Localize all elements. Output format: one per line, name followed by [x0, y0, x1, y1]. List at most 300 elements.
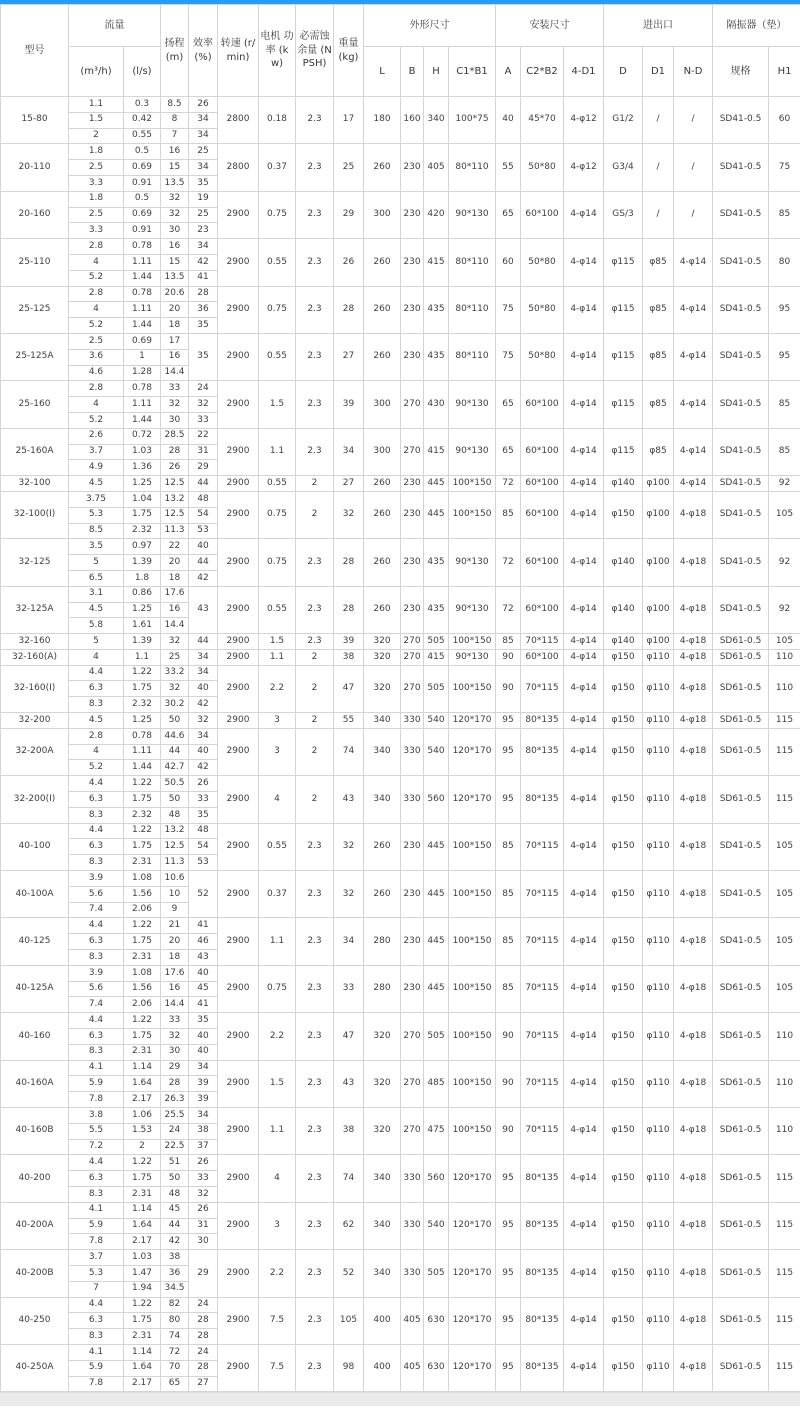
cell-port-d: φ150	[604, 1297, 643, 1344]
cell-efficiency: 19	[189, 191, 218, 207]
cell-flow-m3h: 5.3	[69, 1265, 124, 1281]
cell-model: 20-160	[1, 191, 69, 238]
cell-flow-ls: 2	[124, 1139, 161, 1155]
cell-efficiency: 40	[189, 1029, 218, 1045]
cell-flow-ls: 1.75	[124, 839, 161, 855]
cell-port-nd: 4-φ14	[674, 381, 713, 428]
cell-npsh: 2.3	[296, 97, 334, 144]
cell-model: 40-160	[1, 1013, 69, 1060]
cell-dim-b: 230	[401, 191, 424, 238]
cell-mount-4d1: 4-φ14	[564, 776, 604, 823]
cell-weight: 98	[334, 1344, 364, 1391]
cell-flow-m3h: 2.6	[69, 428, 124, 444]
cell-flow-ls: 1.22	[124, 776, 161, 792]
cell-speed: 2900	[218, 634, 259, 650]
cell-flow-ls: 1.11	[124, 744, 161, 760]
cell-head: 74	[161, 1329, 189, 1345]
cell-efficiency: 52	[189, 871, 218, 918]
cell-isolator-spec: SD41-0.5	[713, 333, 769, 380]
cell-port-d: φ140	[604, 586, 643, 633]
cell-dim-h: 505	[424, 665, 449, 712]
cell-dim-l: 340	[364, 728, 401, 775]
cell-speed: 2900	[218, 191, 259, 238]
cell-dim-b: 330	[401, 776, 424, 823]
cell-flow-ls: 1.14	[124, 1060, 161, 1076]
cell-weight: 26	[334, 239, 364, 286]
cell-dim-h: 445	[424, 476, 449, 492]
cell-port-nd: 4-φ18	[674, 728, 713, 775]
cell-efficiency: 24	[189, 1297, 218, 1313]
cell-flow-m3h: 4.1	[69, 1344, 124, 1360]
cell-mount-a: 85	[496, 823, 521, 870]
cell-dim-c1b1: 100*150	[449, 665, 496, 712]
cell-port-d: φ150	[604, 918, 643, 965]
cell-isolator-spec: SD61-0.5	[713, 1155, 769, 1202]
cell-efficiency: 44	[189, 555, 218, 571]
cell-mount-4d1: 4-φ14	[564, 665, 604, 712]
cell-isolator-spec: SD41-0.5	[713, 491, 769, 538]
cell-port-d1: /	[643, 191, 674, 238]
cell-model: 40-100A	[1, 871, 69, 918]
cell-mount-4d1: 4-φ14	[564, 586, 604, 633]
header-isolator-h1: H1	[769, 47, 800, 97]
cell-dim-l: 320	[364, 1108, 401, 1155]
cell-efficiency: 35	[189, 807, 218, 823]
cell-head: 21	[161, 918, 189, 934]
cell-efficiency: 53	[189, 855, 218, 871]
cell-speed: 2800	[218, 144, 259, 191]
cell-head: 14.4	[161, 997, 189, 1013]
cell-weight: 39	[334, 381, 364, 428]
cell-dim-l: 260	[364, 144, 401, 191]
cell-dim-b: 330	[401, 713, 424, 729]
cell-port-d1: φ110	[643, 1013, 674, 1060]
cell-port-d1: φ110	[643, 728, 674, 775]
cell-model: 40-250	[1, 1297, 69, 1344]
cell-dim-b: 230	[401, 823, 424, 870]
cell-head: 32	[161, 397, 189, 413]
cell-flow-ls: 0.69	[124, 160, 161, 176]
cell-speed: 2900	[218, 1108, 259, 1155]
cell-isolator-spec: SD61-0.5	[713, 1344, 769, 1391]
cell-flow-ls: 1.11	[124, 397, 161, 413]
cell-dim-b: 230	[401, 491, 424, 538]
cell-port-d: GS/3	[604, 191, 643, 238]
cell-dim-l: 180	[364, 97, 401, 144]
cell-dim-h: 630	[424, 1344, 449, 1391]
cell-flow-ls: 2.32	[124, 697, 161, 713]
cell-efficiency: 26	[189, 776, 218, 792]
cell-isolator-spec: SD41-0.5	[713, 918, 769, 965]
cell-dim-l: 340	[364, 713, 401, 729]
cell-dim-b: 230	[401, 476, 424, 492]
cell-isolator-h1: 105	[769, 491, 800, 538]
cell-efficiency: 39	[189, 1076, 218, 1092]
cell-mount-c2b2: 70*115	[521, 823, 564, 870]
cell-isolator-h1: 115	[769, 713, 800, 729]
table-body	[1, 97, 800, 1392]
cell-flow-ls: 0.72	[124, 428, 161, 444]
cell-npsh: 2.3	[296, 1297, 334, 1344]
cell-port-d1: φ110	[643, 1250, 674, 1297]
cell-head: 28	[161, 1076, 189, 1092]
cell-mount-c2b2: 60*100	[521, 476, 564, 492]
cell-flow-ls: 1.8	[124, 570, 161, 586]
cell-mount-c2b2: 60*100	[521, 539, 564, 586]
cell-dim-l: 280	[364, 918, 401, 965]
table-row	[1, 381, 800, 397]
cell-dim-c1b1: 80*110	[449, 239, 496, 286]
cell-mount-4d1: 4-φ14	[564, 1013, 604, 1060]
cell-efficiency: 40	[189, 744, 218, 760]
cell-model: 32-160	[1, 634, 69, 650]
cell-efficiency: 35	[189, 1013, 218, 1029]
cell-port-d1: φ100	[643, 586, 674, 633]
cell-head: 18	[161, 950, 189, 966]
cell-model: 40-160A	[1, 1060, 69, 1107]
cell-port-d: φ150	[604, 1013, 643, 1060]
cell-flow-ls: 2.31	[124, 855, 161, 871]
cell-weight: 43	[334, 776, 364, 823]
cell-speed: 2900	[218, 871, 259, 918]
cell-port-d: φ115	[604, 239, 643, 286]
header-power: 电机 功率 (kw)	[259, 5, 296, 97]
cell-power: 3	[259, 1202, 296, 1249]
cell-mount-4d1: 4-φ14	[564, 871, 604, 918]
cell-mount-a: 95	[496, 1155, 521, 1202]
cell-mount-a: 90	[496, 665, 521, 712]
cell-flow-ls: 1.03	[124, 444, 161, 460]
cell-mount-a: 65	[496, 428, 521, 475]
cell-mount-c2b2: 60*100	[521, 381, 564, 428]
cell-model: 40-160B	[1, 1108, 69, 1155]
cell-dim-c1b1: 100*150	[449, 918, 496, 965]
cell-mount-c2b2: 80*135	[521, 776, 564, 823]
cell-power: 3	[259, 728, 296, 775]
cell-efficiency: 53	[189, 523, 218, 539]
header-isolator-group: 隔振器（垫）	[713, 5, 800, 47]
cell-power: 4	[259, 776, 296, 823]
cell-dim-l: 340	[364, 1202, 401, 1249]
table-row	[1, 871, 800, 887]
cell-head: 42	[161, 1234, 189, 1250]
cell-mount-a: 75	[496, 333, 521, 380]
cell-power: 7.5	[259, 1344, 296, 1391]
cell-npsh: 2.3	[296, 333, 334, 380]
cell-head: 50	[161, 792, 189, 808]
table-row	[1, 586, 800, 602]
cell-dim-c1b1: 80*110	[449, 333, 496, 380]
cell-power: 0.55	[259, 586, 296, 633]
cell-model: 40-200B	[1, 1250, 69, 1297]
cell-mount-c2b2: 60*100	[521, 649, 564, 665]
cell-head: 13.2	[161, 491, 189, 507]
cell-npsh: 2.3	[296, 1344, 334, 1391]
cell-isolator-spec: SD61-0.5	[713, 1108, 769, 1155]
cell-weight: 39	[334, 634, 364, 650]
cell-flow-m3h: 7.8	[69, 1376, 124, 1392]
cell-efficiency: 25	[189, 207, 218, 223]
table-row	[1, 634, 800, 650]
cell-head: 7	[161, 128, 189, 144]
cell-head: 33	[161, 1013, 189, 1029]
cell-port-d1: φ110	[643, 965, 674, 1012]
cell-head: 13.5	[161, 270, 189, 286]
cell-dim-h: 540	[424, 1202, 449, 1249]
cell-flow-ls: 1.64	[124, 1076, 161, 1092]
cell-speed: 2900	[218, 918, 259, 965]
cell-model: 32-200	[1, 713, 69, 729]
cell-head: 30	[161, 1044, 189, 1060]
cell-flow-ls: 1.08	[124, 871, 161, 887]
cell-port-d1: φ110	[643, 1344, 674, 1391]
cell-mount-4d1: 4-φ14	[564, 649, 604, 665]
cell-flow-m3h: 7.8	[69, 1092, 124, 1108]
cell-efficiency: 44	[189, 634, 218, 650]
cell-flow-m3h: 1.8	[69, 144, 124, 160]
cell-dim-c1b1: 120*170	[449, 1344, 496, 1391]
cell-flow-m3h: 6.3	[69, 1313, 124, 1329]
cell-mount-c2b2: 80*135	[521, 1155, 564, 1202]
cell-isolator-spec: SD41-0.5	[713, 586, 769, 633]
cell-port-d1: φ110	[643, 871, 674, 918]
cell-port-d: φ150	[604, 871, 643, 918]
cell-power: 0.75	[259, 539, 296, 586]
cell-flow-ls: 1.61	[124, 618, 161, 634]
cell-flow-m3h: 5.2	[69, 318, 124, 334]
cell-dim-c1b1: 100*150	[449, 491, 496, 538]
cell-efficiency: 34	[189, 128, 218, 144]
cell-speed: 2900	[218, 586, 259, 633]
cell-dim-b: 230	[401, 539, 424, 586]
cell-flow-m3h: 7.4	[69, 997, 124, 1013]
cell-weight: 32	[334, 491, 364, 538]
cell-head: 11.3	[161, 523, 189, 539]
cell-dim-h: 415	[424, 428, 449, 475]
cell-dim-l: 300	[364, 428, 401, 475]
cell-flow-m3h: 4.5	[69, 476, 124, 492]
cell-head: 29	[161, 1060, 189, 1076]
cell-port-nd: 4-φ18	[674, 823, 713, 870]
cell-flow-m3h: 5.2	[69, 270, 124, 286]
table-row	[1, 333, 800, 349]
cell-isolator-h1: 110	[769, 1108, 800, 1155]
cell-port-nd: 4-φ18	[674, 1202, 713, 1249]
cell-isolator-h1: 115	[769, 1155, 800, 1202]
cell-efficiency: 42	[189, 760, 218, 776]
cell-dim-h: 505	[424, 634, 449, 650]
table-row	[1, 1013, 800, 1029]
cell-head: 13.2	[161, 823, 189, 839]
cell-flow-m3h: 2.5	[69, 333, 124, 349]
cell-efficiency: 39	[189, 1092, 218, 1108]
cell-efficiency: 42	[189, 697, 218, 713]
cell-head: 18	[161, 318, 189, 334]
cell-flow-ls: 1.47	[124, 1265, 161, 1281]
cell-port-d: φ115	[604, 333, 643, 380]
cell-port-d1: φ85	[643, 239, 674, 286]
cell-port-nd: 4-φ18	[674, 649, 713, 665]
cell-port-nd: 4-φ14	[674, 333, 713, 380]
cell-mount-a: 72	[496, 539, 521, 586]
cell-head: 13.5	[161, 175, 189, 191]
cell-weight: 27	[334, 333, 364, 380]
table-row	[1, 1108, 800, 1124]
cell-isolator-h1: 85	[769, 381, 800, 428]
cell-dim-l: 260	[364, 239, 401, 286]
cell-efficiency: 29	[189, 460, 218, 476]
cell-isolator-h1: 115	[769, 1202, 800, 1249]
cell-port-d: φ150	[604, 649, 643, 665]
cell-isolator-spec: SD41-0.5	[713, 476, 769, 492]
cell-speed: 2900	[218, 1250, 259, 1297]
cell-flow-m3h: 4.4	[69, 776, 124, 792]
cell-port-d1: φ110	[643, 776, 674, 823]
table-row	[1, 428, 800, 444]
cell-flow-ls: 2.06	[124, 902, 161, 918]
cell-port-d1: φ100	[643, 634, 674, 650]
cell-npsh: 2	[296, 728, 334, 775]
cell-flow-ls: 1	[124, 349, 161, 365]
cell-port-d: φ115	[604, 286, 643, 333]
cell-model: 32-200(I)	[1, 776, 69, 823]
cell-flow-ls: 1.22	[124, 823, 161, 839]
cell-npsh: 2	[296, 476, 334, 492]
cell-dim-c1b1: 100*150	[449, 965, 496, 1012]
cell-dim-c1b1: 100*150	[449, 476, 496, 492]
cell-efficiency: 33	[189, 792, 218, 808]
cell-flow-m3h: 3.75	[69, 491, 124, 507]
cell-speed: 2900	[218, 333, 259, 380]
cell-power: 2.2	[259, 1013, 296, 1060]
cell-flow-m3h: 4.5	[69, 602, 124, 618]
cell-weight: 28	[334, 539, 364, 586]
cell-flow-ls: 0.86	[124, 586, 161, 602]
header-dim-b: B	[401, 47, 424, 97]
cell-dim-h: 505	[424, 1250, 449, 1297]
header-flow-m3h: (m³/h)	[69, 47, 124, 97]
cell-flow-ls: 2.31	[124, 1044, 161, 1060]
cell-weight: 47	[334, 1013, 364, 1060]
cell-flow-m3h: 4.4	[69, 1297, 124, 1313]
cell-npsh: 2.3	[296, 144, 334, 191]
cell-efficiency: 46	[189, 934, 218, 950]
cell-mount-a: 85	[496, 634, 521, 650]
cell-dim-c1b1: 100*150	[449, 1060, 496, 1107]
cell-speed: 2900	[218, 539, 259, 586]
cell-npsh: 2.3	[296, 1202, 334, 1249]
cell-mount-a: 95	[496, 1297, 521, 1344]
cell-flow-m3h: 4.9	[69, 460, 124, 476]
cell-dim-h: 415	[424, 239, 449, 286]
cell-speed: 2900	[218, 649, 259, 665]
cell-flow-m3h: 8.5	[69, 523, 124, 539]
cell-efficiency: 34	[189, 239, 218, 255]
cell-dim-l: 260	[364, 333, 401, 380]
cell-flow-ls: 0.3	[124, 97, 161, 113]
cell-flow-ls: 1.11	[124, 302, 161, 318]
cell-efficiency: 34	[189, 112, 218, 128]
cell-head: 25	[161, 649, 189, 665]
cell-flow-ls: 1.14	[124, 1344, 161, 1360]
cell-efficiency: 34	[189, 728, 218, 744]
cell-dim-c1b1: 90*130	[449, 586, 496, 633]
cell-flow-m3h: 5.9	[69, 1360, 124, 1376]
cell-mount-4d1: 4-φ14	[564, 239, 604, 286]
cell-npsh: 2.3	[296, 823, 334, 870]
cell-mount-4d1: 4-φ14	[564, 728, 604, 775]
cell-flow-ls: 0.42	[124, 112, 161, 128]
cell-efficiency: 54	[189, 507, 218, 523]
cell-model: 40-250A	[1, 1344, 69, 1391]
cell-port-d: φ115	[604, 381, 643, 428]
cell-flow-m3h: 7.8	[69, 1234, 124, 1250]
cell-mount-4d1: 4-φ14	[564, 634, 604, 650]
cell-flow-m3h: 4.4	[69, 918, 124, 934]
cell-efficiency: 31	[189, 444, 218, 460]
cell-mount-a: 90	[496, 649, 521, 665]
cell-isolator-h1: 105	[769, 823, 800, 870]
cell-head: 8.5	[161, 97, 189, 113]
cell-model: 40-100	[1, 823, 69, 870]
cell-isolator-h1: 85	[769, 428, 800, 475]
cell-head: 48	[161, 1186, 189, 1202]
cell-flow-ls: 1.94	[124, 1281, 161, 1297]
cell-weight: 55	[334, 713, 364, 729]
cell-port-d: φ140	[604, 634, 643, 650]
cell-dim-h: 445	[424, 918, 449, 965]
header-efficiency: 效率 (%)	[189, 5, 218, 97]
cell-npsh: 2	[296, 491, 334, 538]
cell-flow-m3h: 5	[69, 634, 124, 650]
cell-efficiency: 43	[189, 950, 218, 966]
cell-npsh: 2.3	[296, 1013, 334, 1060]
cell-efficiency: 27	[189, 1376, 218, 1392]
cell-head: 42.7	[161, 760, 189, 776]
cell-efficiency: 32	[189, 713, 218, 729]
cell-dim-c1b1: 120*170	[449, 713, 496, 729]
cell-power: 1.5	[259, 381, 296, 428]
cell-mount-a: 85	[496, 918, 521, 965]
cell-npsh: 2	[296, 665, 334, 712]
cell-flow-m3h: 4.5	[69, 713, 124, 729]
header-isolator-spec: 规格	[713, 47, 769, 97]
cell-head: 32	[161, 1029, 189, 1045]
cell-mount-c2b2: 70*115	[521, 665, 564, 712]
cell-isolator-spec: SD41-0.5	[713, 381, 769, 428]
cell-port-d1: /	[643, 97, 674, 144]
cell-isolator-spec: SD61-0.5	[713, 1060, 769, 1107]
cell-dim-b: 270	[401, 634, 424, 650]
cell-dim-h: 415	[424, 649, 449, 665]
cell-model: 32-160(A)	[1, 649, 69, 665]
cell-port-d1: φ85	[643, 428, 674, 475]
cell-weight: 28	[334, 286, 364, 333]
cell-flow-m3h: 3.8	[69, 1108, 124, 1124]
cell-flow-ls: 2.32	[124, 807, 161, 823]
cell-efficiency: 23	[189, 223, 218, 239]
cell-weight: 43	[334, 1060, 364, 1107]
cell-flow-ls: 1.22	[124, 665, 161, 681]
cell-port-d: φ150	[604, 1060, 643, 1107]
cell-weight: 33	[334, 965, 364, 1012]
cell-head: 12.5	[161, 507, 189, 523]
table-row	[1, 776, 800, 792]
cell-dim-l: 260	[364, 476, 401, 492]
cell-port-d1: φ110	[643, 1155, 674, 1202]
cell-speed: 2900	[218, 286, 259, 333]
cell-dim-c1b1: 120*170	[449, 1250, 496, 1297]
